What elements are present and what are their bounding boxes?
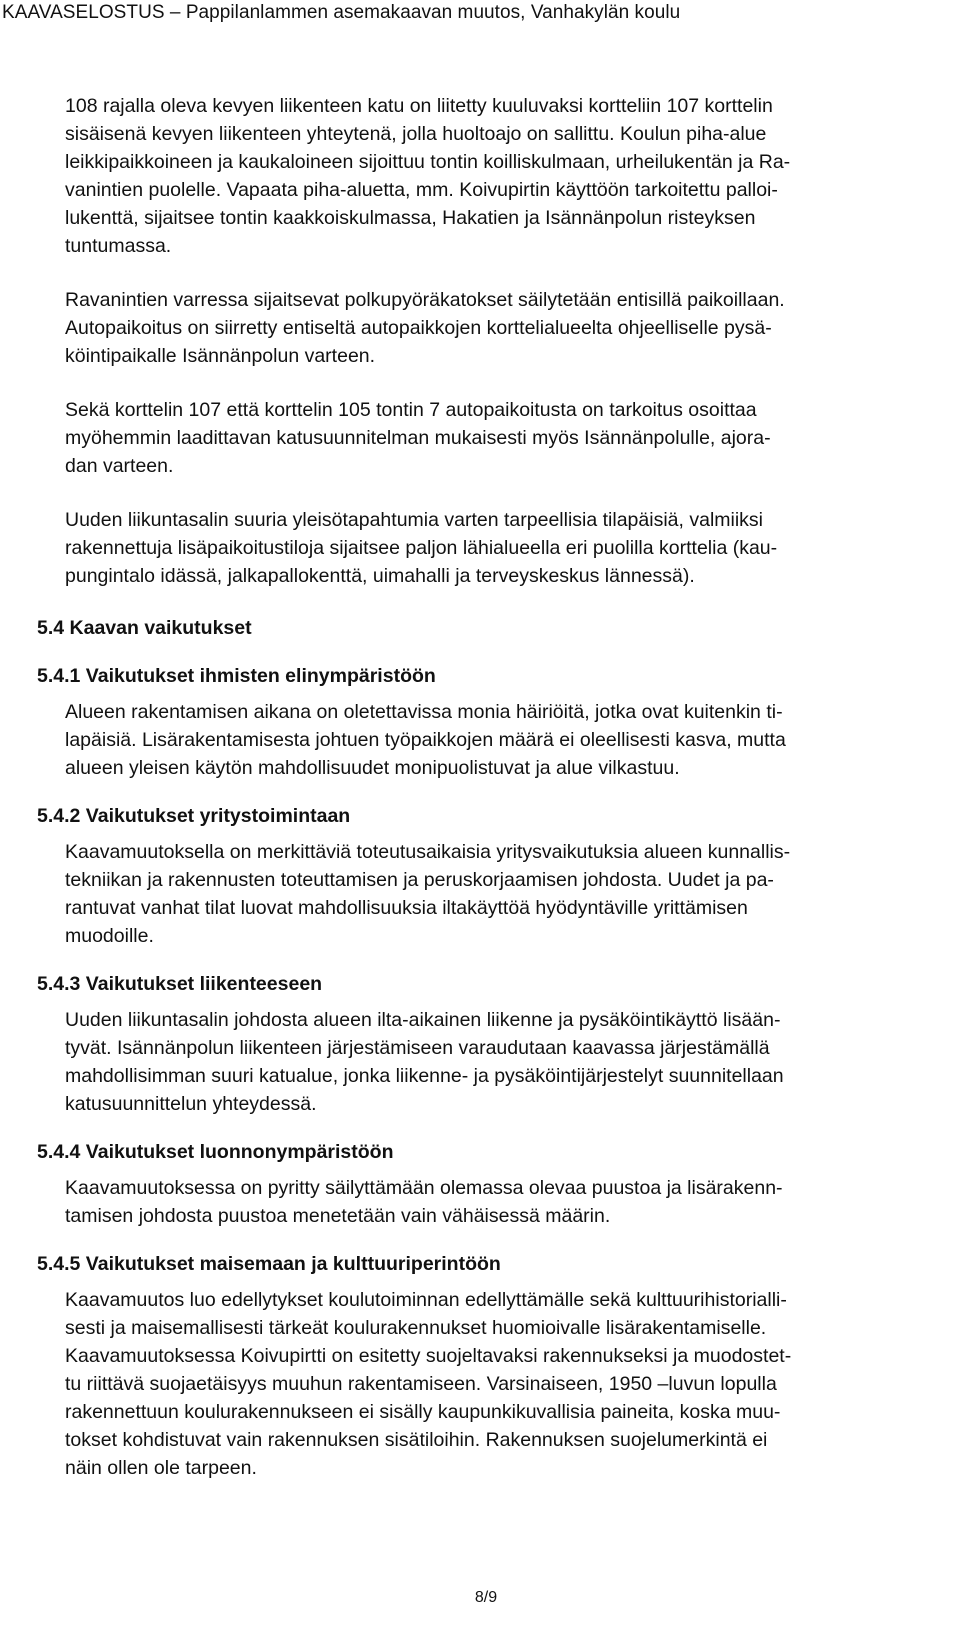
text-line: tuntumassa. xyxy=(65,235,172,257)
paragraph xyxy=(65,1174,940,1230)
subsection-heading: 5.4.3 Vaikutukset liikenteeseen xyxy=(37,973,323,995)
text-line: katusuunnittelun yhteydessä. xyxy=(65,1093,317,1115)
text-line: rakennettuun koulurakennukseen ei sisälly kaupunkikuvallisia paineita, koska muu- xyxy=(65,1401,781,1423)
text-line: 108 rajalla oleva kevyen liikenteen katu on liitetty kuuluvaksi kortteliin 107 korttelin xyxy=(65,95,773,117)
paragraph xyxy=(65,396,940,480)
paragraph xyxy=(65,1006,940,1118)
text-line: köintipaikalle Isännänpolun varteen. xyxy=(65,345,376,367)
text-line: leikkipaikkoineen ja kaukaloineen sijoittuu tontin koilliskulmaan, urheilukentän ja Ra- xyxy=(65,151,791,173)
subsection-heading: 5.4.1 Vaikutukset ihmisten elinympäristöön xyxy=(37,665,436,687)
text-line: Kaavamuutoksessa Koivupirtti on esitetty suojeltavaksi rakennukseksi ja muodostet- xyxy=(65,1345,792,1367)
text-line: Alueen rakentamisen aikana on oletettavissa monia häiriöitä, jotka ovat kuitenkin ti- xyxy=(65,701,783,723)
text-line: Autopaikoitus on siirretty entiseltä autopaikkojen korttelialueelta ohjeelliselle pysä- xyxy=(65,317,772,339)
subsection-heading: 5.4.5 Vaikutukset maisemaan ja kulttuuriperintöön xyxy=(37,1253,501,1275)
text-line: dan varteen. xyxy=(65,455,174,477)
text-line: Uuden liikuntasalin johdosta alueen ilta-aikainen liikenne ja pysäköintikäyttö lisään- xyxy=(65,1009,781,1031)
paragraph xyxy=(65,92,940,260)
subsection-heading: 5.4.4 Vaikutukset luonnonympäristöön xyxy=(37,1141,394,1163)
page-number: 8/9 xyxy=(474,1589,498,1606)
text-line: alueen yleisen käytön mahdollisuudet monipuolistuvat ja alue vilkastuu. xyxy=(65,757,680,779)
text-line: lukenttä, sijaitsee tontin kaakkoiskulmassa, Hakatien ja Isännänpolun risteyksen xyxy=(65,207,756,229)
text-line: tyvät. Isännänpolun liikenteen järjestämiseen varaudutaan kaavassa järjestämällä xyxy=(65,1037,770,1059)
text-line: sesti ja maisemallisesti tärkeät koulurakennukset huomioivalle lisärakentamiselle. xyxy=(65,1317,767,1339)
text-line: Kaavamuutoksella on merkittäviä toteutusaikaisia yritysvaikutuksia alueen kunnallis- xyxy=(65,841,791,863)
text-line: rantuvat vanhat tilat luovat mahdollisuuksia iltakäyttöä hyödyntäville yrittämisen xyxy=(65,897,748,919)
text-line: Kaavamuutoksessa on pyritty säilyttämään olemassa olevaa puustoa ja lisärakenn- xyxy=(65,1177,783,1199)
text-line: mahdollisimman suuri katualue, jonka liikenne- ja pysäköintijärjestelyt suunnitellaan xyxy=(65,1065,784,1087)
text-line: tamisen johdosta puustoa menetetään vain vähäisessä määrin. xyxy=(65,1205,611,1227)
text-line: lapäisiä. Lisärakentamisesta johtuen työpaikkojen määrä ei oleellisesti kasva, mutta xyxy=(65,729,786,751)
text-line: myöhemmin laadittavan katusuunnitelman mukaisesti myös Isännänpolulle, ajora- xyxy=(65,427,771,449)
text-line: näin ollen ole tarpeen. xyxy=(65,1457,257,1479)
text-line: rakennettuja lisäpaikoitustiloja sijaitsee paljon lähialueella eri puolilla korttelia (kau- xyxy=(65,537,778,559)
paragraph xyxy=(65,1286,940,1482)
text-line: muodoille. xyxy=(65,925,154,947)
text-line: pungintalo idässä, jalkapallokenttä, uimahalli ja terveyskeskus lännessä). xyxy=(65,565,695,587)
paragraph xyxy=(65,506,940,590)
section-heading: 5.4 Kaavan vaikutukset xyxy=(37,617,252,639)
text-line: Ravanintien varressa sijaitsevat polkupyöräkatokset säilytetään entisillä paikoillaan. xyxy=(65,289,785,311)
text-line: Kaavamuutos luo edellytykset koulutoiminnan edellyttämälle sekä kulttuurihistorialli- xyxy=(65,1289,787,1311)
text-line: tokset kohdistuvat vain rakennuksen sisätiloihin. Rakennuksen suojelumerkintä ei xyxy=(65,1429,768,1451)
paragraph xyxy=(65,286,940,370)
text-line: vanintien puolelle. Vapaata piha-aluetta, mm. Koivupirtin käyttöön tarkoitettu palloi- xyxy=(65,179,778,201)
text-line: tekniikan ja rakennusten toteuttamisen ja peruskorjaamisen johdosta. Uudet ja pa- xyxy=(65,869,774,891)
paragraph xyxy=(65,838,940,950)
subsection-heading: 5.4.2 Vaikutukset yritystoimintaan xyxy=(37,805,351,827)
text-line: tu riittävä suojaetäisyys muuhun rakentamiseen. Varsinaiseen, 1950 –luvun lopulla xyxy=(65,1373,777,1395)
document-header: KAAVASELOSTUS – Pappilanlammen asemakaavan muutos, Vanhakylän koulu xyxy=(2,2,681,23)
document-body xyxy=(0,92,960,1482)
text-line: Uuden liikuntasalin suuria yleisötapahtumia varten tarpeellisia tilapäisiä, valmiiksi xyxy=(65,509,764,531)
text-line: sisäisenä kevyen liikenteen yhteytenä, jolla huoltoajo on sallittu. Koulun piha-alue xyxy=(65,123,767,145)
paragraph xyxy=(65,698,940,782)
text-line: Sekä korttelin 107 että korttelin 105 tontin 7 autopaikoitusta on tarkoitus osoittaa xyxy=(65,399,757,421)
